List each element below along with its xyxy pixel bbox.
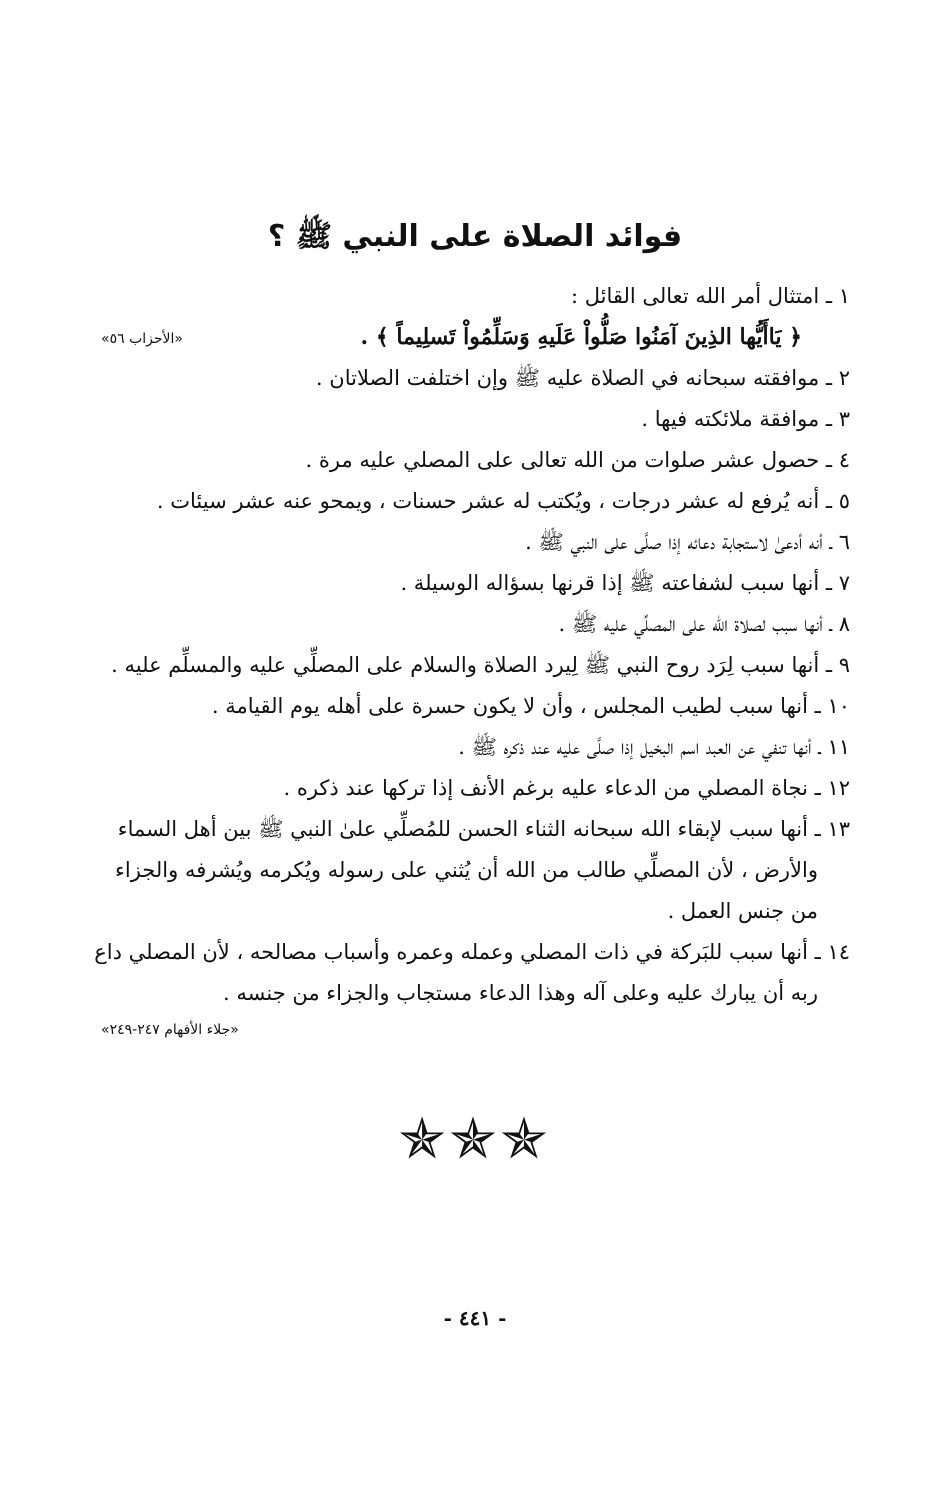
list-item-13 [115, 809, 850, 932]
list-item-13-first-line: ١٣ ـ أنها سبب لإبقاء الله سبحانه الثناء الحسن للمُصلِّي علىٰ النبي ﷺ بين أهل السماء [117, 817, 850, 841]
source-row [101, 1014, 850, 1038]
list-item-4: ٤ ـ حصول عشر صلوات من الله تعالى على المصلي عليه مرة . [305, 448, 850, 472]
list-item-10: ١٠ ـ أنها سبب لطيب المجلس ، وأن لا يكون حسرة على أهله يوم القيامة . [211, 694, 850, 718]
list-item-8: ٨ ـ أنها سبب لصلاة الله على المصلِّي عليه ﷺ . [558, 612, 850, 636]
star-ornament-icon: ✯✯✯ [398, 1107, 552, 1172]
list-item-12: ١٢ ـ نجاة المصلي من الدعاء عليه برغم الأنف إذا تركها عند ذكره . [283, 776, 850, 800]
list-item-3: ٣ ـ موافقة ملائكته فيها . [641, 407, 850, 431]
verse-reference: «الأحزاب ٥٦» [101, 331, 183, 347]
list-item-14-first-line: ١٤ ـ أنها سبب للبَركة في ذات المصلي وعمله وعمره وأسباب مصالحه ، لأن المصلي داع [94, 940, 850, 964]
list-item-14 [94, 932, 850, 1014]
list-item-2: ٢ ـ موافقته سبحانه في الصلاة عليه ﷺ وإن اختلفت الصلاتان . [315, 366, 850, 390]
list-item-1: ١ ـ امتثال أمر الله تعالى القائل : [570, 284, 850, 308]
list-item-11: ١١ ـ أنها تنفي عن العبد اسم البخيل إذا صلَّى عليه عند ذكره ﷺ . [458, 735, 850, 759]
benefits-list [94, 276, 850, 1038]
page-title: فوائد الصلاة على النبي ﷺ ؟ [267, 219, 683, 254]
list-item-5: ٥ ـ أنه يُرفع له عشر درجات ، ويُكتب له عشر حسنات ، ويمحو عنه عشر سيئات . [156, 489, 850, 513]
list-item-6: ٦ ـ أنه أدعىٰ لاستجابة دعائه إذا صلَّى على النبي ﷺ . [525, 530, 850, 554]
source-citation: «جلاء الأفهام ٢٤٧-٢٤٩» [101, 1022, 239, 1038]
list-item-7: ٧ ـ أنها سبب لشفاعته ﷺ إذا قرنها بسؤاله الوسيلة . [400, 571, 850, 595]
list-item-9: ٩ ـ أنها سبب لِرَد روح النبي ﷺ لِيرد الصلاة والسلام على المصلِّي عليه والمسلِّم عليه . [111, 653, 850, 677]
quran-verse-row [101, 317, 850, 358]
list-item-14-continuation: ربه أن يبارك عليه وعلى آله وهذا الدعاء مستجاب والجزاء من جنسه . [223, 981, 818, 1005]
quran-verse: ﴿ يَاأَيُّها الذِينَ آمَنُوا صَلُّواْ عَلَيهِ وَسَلِّمُواْ تَسلِيماً ﴾ . [360, 324, 802, 350]
page-number: - ٤٤١ - [443, 1306, 507, 1330]
list-item-13-continuation: والأرض ، لأن المصلِّي طالب من الله أن يُثني على رسوله ويُكرمه ويُشرفه والجزاء من جنس العمل . [115, 858, 818, 923]
